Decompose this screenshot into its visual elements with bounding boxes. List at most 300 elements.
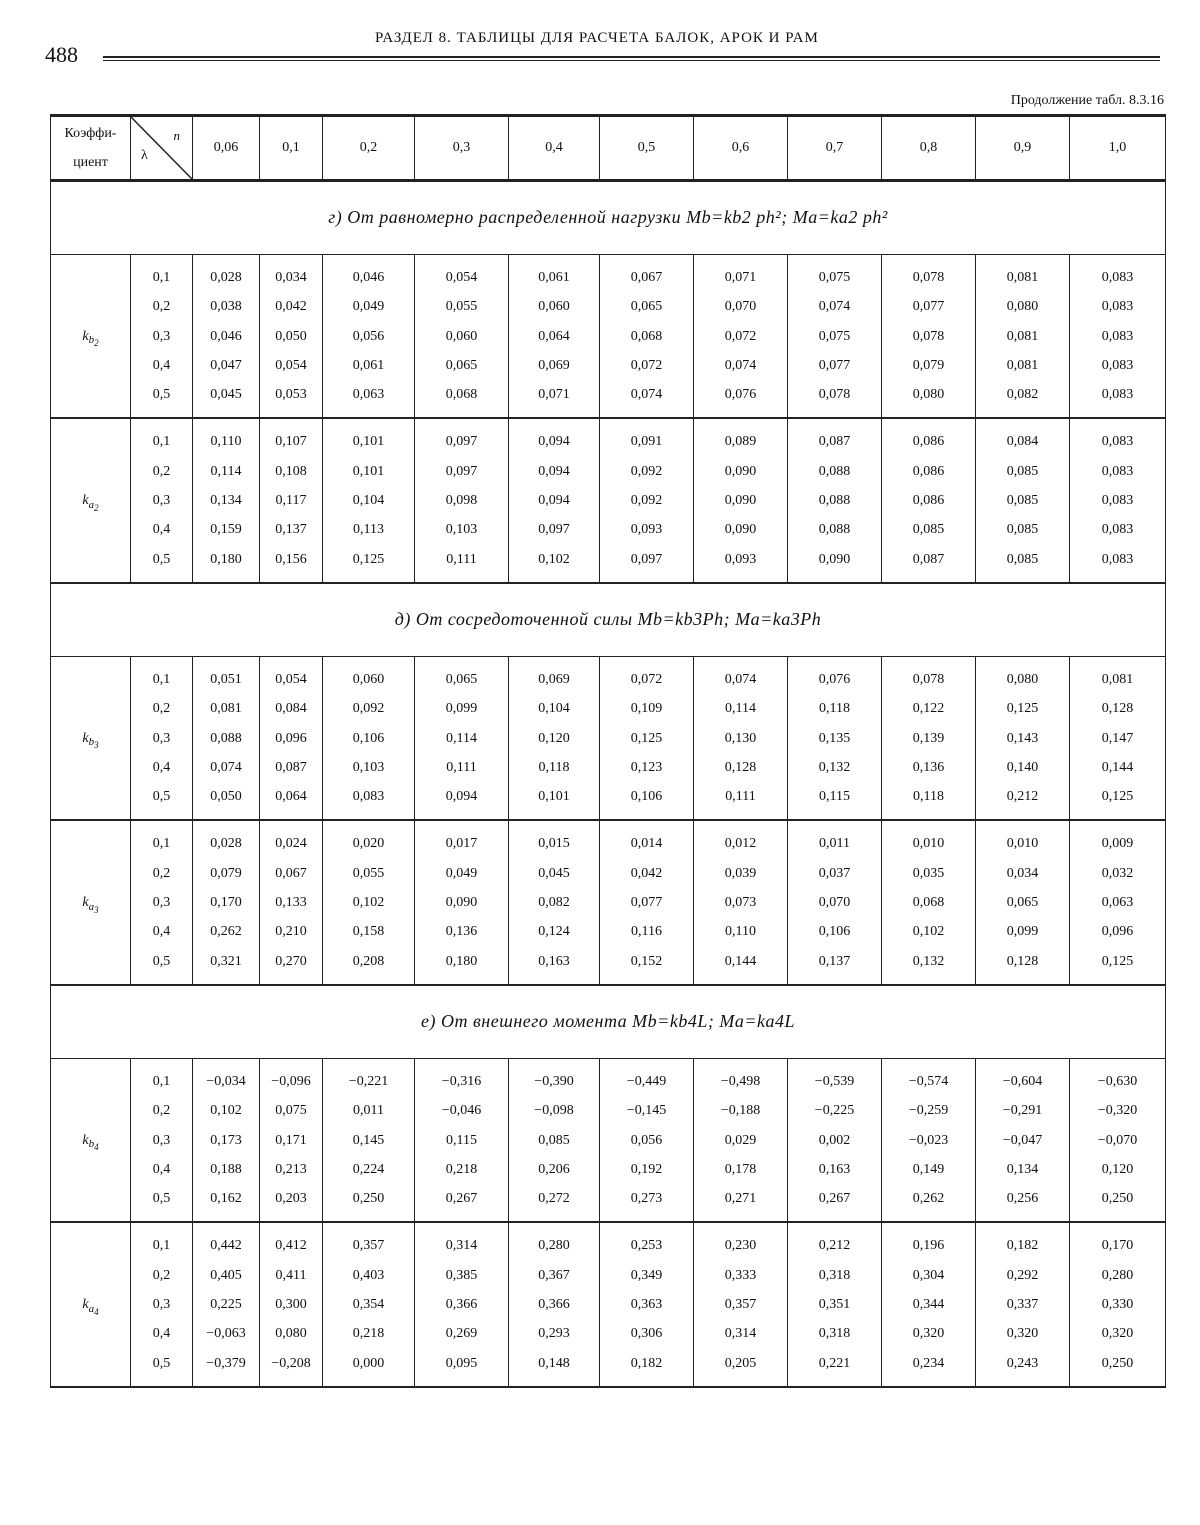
table-row (51, 1126, 1166, 1155)
value-cell: 0,081 (976, 351, 1070, 380)
page-header (45, 28, 1160, 68)
value-cell: 0,010 (882, 820, 976, 858)
value-cell: 0,068 (415, 380, 509, 418)
table-body (51, 181, 1166, 1387)
value-cell: 0,337 (976, 1290, 1070, 1319)
value-cell: 0,079 (882, 351, 976, 380)
value-cell: −0,291 (976, 1096, 1070, 1125)
value-cell: −0,063 (193, 1319, 260, 1348)
table-row (51, 694, 1166, 723)
value-cell: −0,604 (976, 1058, 1070, 1096)
value-cell: −0,145 (600, 1096, 694, 1125)
table-row (51, 515, 1166, 544)
value-cell: 0,068 (882, 888, 976, 917)
coefficient-subscript-letter: b (88, 1138, 95, 1151)
coefficient-letter: k (82, 1297, 89, 1313)
value-cell: 0,072 (600, 351, 694, 380)
value-cell: 0,090 (694, 486, 788, 515)
lambda-cell: 0,2 (131, 1261, 193, 1290)
value-cell: 0,042 (260, 292, 323, 321)
value-cell: 0,357 (694, 1290, 788, 1319)
value-cell: 0,125 (1070, 947, 1166, 985)
value-cell: 0,060 (323, 656, 415, 694)
lambda-cell: 0,5 (131, 947, 193, 985)
value-cell: 0,144 (1070, 753, 1166, 782)
value-cell: 0,079 (193, 859, 260, 888)
table-row (51, 351, 1166, 380)
table-row (51, 292, 1166, 321)
lambda-cell: 0,2 (131, 1096, 193, 1125)
value-cell: 0,273 (600, 1184, 694, 1222)
value-cell: 0,097 (509, 515, 600, 544)
value-cell: 0,173 (193, 1126, 260, 1155)
value-cell: 0,132 (882, 947, 976, 985)
value-cell: 0,162 (193, 1184, 260, 1222)
value-cell: 0,333 (694, 1261, 788, 1290)
value-cell: 0,321 (193, 947, 260, 985)
value-cell: 0,349 (600, 1261, 694, 1290)
value-cell: 0,089 (694, 418, 788, 456)
value-cell: 0,113 (323, 515, 415, 544)
running-title: РАЗДЕЛ 8. ТАБЛИЦЫ ДЛЯ РАСЧЕТА БАЛОК, АРОК И РАМ (375, 30, 819, 46)
lambda-cell: 0,5 (131, 545, 193, 583)
lambda-cell: 0,3 (131, 888, 193, 917)
value-cell: 0,314 (694, 1319, 788, 1348)
value-cell: 0,109 (600, 694, 694, 723)
value-cell: 0,230 (694, 1222, 788, 1260)
value-cell: 0,080 (260, 1319, 323, 1348)
value-cell: 0,128 (1070, 694, 1166, 723)
value-cell: 0,330 (1070, 1290, 1166, 1319)
value-cell: 0,032 (1070, 859, 1166, 888)
coefficient-letter: k (82, 493, 89, 509)
value-cell: 0,225 (193, 1290, 260, 1319)
value-cell: 0,083 (1070, 351, 1166, 380)
value-cell: 0,085 (976, 515, 1070, 544)
coefficient-letter: k (82, 1132, 89, 1148)
lambda-cell: 0,1 (131, 1222, 193, 1260)
value-cell: 0,000 (323, 1349, 415, 1387)
coefficient-subscript-index: 2 (94, 338, 99, 349)
value-cell: 0,071 (694, 255, 788, 293)
value-cell: 0,132 (788, 753, 882, 782)
value-cell: 0,082 (976, 380, 1070, 418)
value-cell: 0,054 (260, 351, 323, 380)
n-column-header: 0,1 (260, 116, 323, 181)
value-cell: 0,314 (415, 1222, 509, 1260)
table-row (51, 418, 1166, 456)
value-cell: 0,083 (323, 782, 415, 820)
value-cell: 0,159 (193, 515, 260, 544)
value-cell: 0,081 (976, 322, 1070, 351)
value-cell: 0,124 (509, 917, 600, 946)
value-cell: 0,098 (415, 486, 509, 515)
value-cell: 0,171 (260, 1126, 323, 1155)
value-cell: 0,218 (323, 1319, 415, 1348)
value-cell: 0,046 (323, 255, 415, 293)
value-cell: 0,306 (600, 1319, 694, 1348)
value-cell: 0,363 (600, 1290, 694, 1319)
value-cell: 0,068 (600, 322, 694, 351)
value-cell: 0,125 (323, 545, 415, 583)
value-cell: 0,088 (788, 515, 882, 544)
table-row (51, 724, 1166, 753)
value-cell: 0,262 (882, 1184, 976, 1222)
value-cell: 0,145 (323, 1126, 415, 1155)
value-cell: 0,046 (193, 322, 260, 351)
value-cell: 0,115 (788, 782, 882, 820)
value-cell: 0,114 (694, 694, 788, 723)
value-cell: 0,137 (260, 515, 323, 544)
value-cell: 0,056 (323, 322, 415, 351)
value-cell: 0,055 (323, 859, 415, 888)
value-cell: 0,081 (193, 694, 260, 723)
header-rule (103, 56, 1160, 61)
value-cell: 0,092 (323, 694, 415, 723)
value-cell: 0,053 (260, 380, 323, 418)
value-cell: 0,212 (788, 1222, 882, 1260)
value-cell: −0,449 (600, 1058, 694, 1096)
table-row (51, 380, 1166, 418)
value-cell: 0,262 (193, 917, 260, 946)
table-row (51, 1155, 1166, 1184)
value-cell: 0,083 (1070, 486, 1166, 515)
lambda-cell: 0,4 (131, 351, 193, 380)
table-row (51, 545, 1166, 583)
table-row (51, 888, 1166, 917)
value-cell: 0,178 (694, 1155, 788, 1184)
value-cell: 0,086 (882, 418, 976, 456)
value-cell: 0,080 (976, 292, 1070, 321)
value-cell: 0,320 (1070, 1319, 1166, 1348)
value-cell: 0,090 (788, 545, 882, 583)
lambda-cell: 0,3 (131, 1290, 193, 1319)
value-cell: 0,318 (788, 1319, 882, 1348)
value-cell: 0,403 (323, 1261, 415, 1290)
value-cell: −0,046 (415, 1096, 509, 1125)
value-cell: 0,063 (1070, 888, 1166, 917)
value-cell: 0,270 (260, 947, 323, 985)
value-cell: 0,104 (509, 694, 600, 723)
table-row (51, 1222, 1166, 1260)
value-cell: 0,218 (415, 1155, 509, 1184)
value-cell: 0,118 (882, 782, 976, 820)
value-cell: −0,047 (976, 1126, 1070, 1155)
section-title-row (51, 985, 1166, 1059)
value-cell: 0,320 (882, 1319, 976, 1348)
value-cell: 0,182 (976, 1222, 1070, 1260)
coefficient-symbol (51, 418, 131, 582)
lambda-n-header (131, 116, 193, 181)
value-cell: 0,065 (415, 656, 509, 694)
value-cell: 0,203 (260, 1184, 323, 1222)
coefficient-subscript-index: 3 (94, 905, 99, 916)
value-cell: 0,097 (600, 545, 694, 583)
value-cell: 0,280 (1070, 1261, 1166, 1290)
value-cell: 0,069 (509, 351, 600, 380)
lambda-cell: 0,2 (131, 694, 193, 723)
coefficient-symbol (51, 255, 131, 419)
value-cell: 0,065 (600, 292, 694, 321)
value-cell: 0,344 (882, 1290, 976, 1319)
value-cell: 0,134 (193, 486, 260, 515)
lambda-cell: 0,5 (131, 1349, 193, 1387)
n-column-header: 0,7 (788, 116, 882, 181)
value-cell: 0,122 (882, 694, 976, 723)
table-row (51, 1261, 1166, 1290)
table-row (51, 322, 1166, 351)
lambda-cell: 0,4 (131, 753, 193, 782)
value-cell: 0,088 (788, 457, 882, 486)
lambda-cell: 0,5 (131, 380, 193, 418)
value-cell: 0,071 (509, 380, 600, 418)
value-cell: 0,182 (600, 1349, 694, 1387)
value-cell: 0,064 (509, 322, 600, 351)
n-label: n (173, 128, 180, 143)
value-cell: 0,081 (1070, 656, 1166, 694)
value-cell: −0,188 (694, 1096, 788, 1125)
value-cell: 0,136 (882, 753, 976, 782)
lambda-cell: 0,5 (131, 782, 193, 820)
value-cell: 0,094 (415, 782, 509, 820)
value-cell: 0,102 (323, 888, 415, 917)
value-cell: 0,083 (1070, 292, 1166, 321)
value-cell: −0,259 (882, 1096, 976, 1125)
value-cell: 0,012 (694, 820, 788, 858)
value-cell: 0,385 (415, 1261, 509, 1290)
value-cell: 0,208 (323, 947, 415, 985)
value-cell: −0,098 (509, 1096, 600, 1125)
value-cell: 0,075 (788, 255, 882, 293)
value-cell: 0,130 (694, 724, 788, 753)
section-title-row (51, 583, 1166, 657)
value-cell: 0,412 (260, 1222, 323, 1260)
value-cell: 0,084 (260, 694, 323, 723)
value-cell: 0,213 (260, 1155, 323, 1184)
n-column-header: 0,3 (415, 116, 509, 181)
value-cell: 0,064 (260, 782, 323, 820)
value-cell: 0,047 (193, 351, 260, 380)
lambda-label: λ (141, 148, 148, 163)
lambda-cell: 0,1 (131, 418, 193, 456)
value-cell: 0,088 (193, 724, 260, 753)
table-row (51, 782, 1166, 820)
table-row (51, 1290, 1166, 1319)
value-cell: 0,078 (882, 255, 976, 293)
coefficient-subscript (88, 736, 99, 751)
value-cell: 0,076 (694, 380, 788, 418)
value-cell: 0,094 (509, 486, 600, 515)
value-cell: 0,024 (260, 820, 323, 858)
value-cell: −0,574 (882, 1058, 976, 1096)
value-cell: −0,208 (260, 1349, 323, 1387)
value-cell: 0,090 (415, 888, 509, 917)
coefficient-subscript-index: 4 (94, 1142, 99, 1153)
lambda-cell: 0,1 (131, 656, 193, 694)
value-cell: 0,108 (260, 457, 323, 486)
value-cell: 0,180 (193, 545, 260, 583)
value-cell: −0,630 (1070, 1058, 1166, 1096)
value-cell: 0,292 (976, 1261, 1070, 1290)
value-cell: 0,271 (694, 1184, 788, 1222)
value-cell: 0,085 (976, 545, 1070, 583)
value-cell: 0,073 (694, 888, 788, 917)
value-cell: 0,083 (1070, 322, 1166, 351)
value-cell: 0,114 (193, 457, 260, 486)
table-row (51, 947, 1166, 985)
value-cell: 0,123 (600, 753, 694, 782)
coefficient-symbol (51, 656, 131, 820)
value-cell: 0,055 (415, 292, 509, 321)
coefficient-subscript-letter: a (88, 900, 95, 913)
value-cell: −0,316 (415, 1058, 509, 1096)
value-cell: 0,087 (882, 545, 976, 583)
coefficient-letter: k (82, 730, 89, 746)
value-cell: 0,085 (976, 457, 1070, 486)
value-cell: 0,366 (509, 1290, 600, 1319)
page-number: 488 (45, 42, 78, 67)
value-cell: 0,038 (193, 292, 260, 321)
value-cell: 0,074 (694, 351, 788, 380)
value-cell: 0,085 (976, 486, 1070, 515)
value-cell: 0,118 (788, 694, 882, 723)
value-cell: −0,023 (882, 1126, 976, 1155)
coefficient-subscript (89, 1303, 99, 1315)
value-cell: 0,081 (976, 255, 1070, 293)
value-cell: 0,083 (1070, 418, 1166, 456)
value-cell: 0,045 (509, 859, 600, 888)
value-cell: 0,114 (415, 724, 509, 753)
value-cell: 0,102 (882, 917, 976, 946)
value-cell: 0,125 (1070, 782, 1166, 820)
coefficient-subscript-letter: b (88, 736, 95, 749)
lambda-cell: 0,1 (131, 1058, 193, 1096)
value-cell: 0,269 (415, 1319, 509, 1348)
lambda-cell: 0,3 (131, 724, 193, 753)
value-cell: 0,320 (976, 1319, 1070, 1348)
value-cell: 0,101 (323, 418, 415, 456)
value-cell: 0,077 (788, 351, 882, 380)
value-cell: 0,083 (1070, 255, 1166, 293)
value-cell: 0,076 (788, 656, 882, 694)
value-cell: 0,067 (260, 859, 323, 888)
n-column-header: 0,6 (694, 116, 788, 181)
value-cell: 0,088 (788, 486, 882, 515)
section-title: г) От равномерно распределенной нагрузки Mb=kb2 ph²; Ma=ka2 ph² (51, 181, 1166, 255)
value-cell: 0,212 (976, 782, 1070, 820)
value-cell: 0,133 (260, 888, 323, 917)
value-cell: 0,250 (1070, 1349, 1166, 1387)
n-column-header: 0,9 (976, 116, 1070, 181)
value-cell: 0,188 (193, 1155, 260, 1184)
value-cell: 0,256 (976, 1184, 1070, 1222)
value-cell: 0,140 (976, 753, 1070, 782)
value-cell: 0,351 (788, 1290, 882, 1319)
coefficient-subscript-letter: b (88, 334, 95, 347)
value-cell: 0,106 (788, 917, 882, 946)
value-cell: 0,029 (694, 1126, 788, 1155)
value-cell: 0,148 (509, 1349, 600, 1387)
section-title: д) От сосредоточенной силы Mb=kb3Ph; Ma=ka3Ph (51, 583, 1166, 657)
value-cell: 0,070 (788, 888, 882, 917)
value-cell: 0,221 (788, 1349, 882, 1387)
value-cell: 0,293 (509, 1319, 600, 1348)
value-cell: 0,102 (193, 1096, 260, 1125)
value-cell: 0,011 (323, 1096, 415, 1125)
value-cell: 0,092 (600, 486, 694, 515)
value-cell: 0,224 (323, 1155, 415, 1184)
value-cell: 0,143 (976, 724, 1070, 753)
value-cell: 0,049 (415, 859, 509, 888)
value-cell: 0,084 (976, 418, 1070, 456)
value-cell: 0,101 (323, 457, 415, 486)
value-cell: 0,028 (193, 820, 260, 858)
n-column-header: 0,5 (600, 116, 694, 181)
value-cell: 0,017 (415, 820, 509, 858)
value-cell: 0,304 (882, 1261, 976, 1290)
value-cell: −0,034 (193, 1058, 260, 1096)
n-column-header: 0,4 (509, 116, 600, 181)
lambda-cell: 0,2 (131, 292, 193, 321)
lambda-cell: 0,4 (131, 917, 193, 946)
coefficient-subscript (88, 1138, 99, 1153)
value-cell: 0,078 (788, 380, 882, 418)
value-cell: 0,366 (415, 1290, 509, 1319)
value-cell: 0,015 (509, 820, 600, 858)
table-row (51, 255, 1166, 293)
value-cell: 0,002 (788, 1126, 882, 1155)
value-cell: 0,243 (976, 1349, 1070, 1387)
table-header-row (51, 116, 1166, 181)
coefficient-subscript (88, 900, 99, 916)
value-cell: 0,234 (882, 1349, 976, 1387)
value-cell: 0,077 (882, 292, 976, 321)
value-cell: 0,051 (193, 656, 260, 694)
value-cell: 0,065 (976, 888, 1070, 917)
value-cell: 0,106 (600, 782, 694, 820)
value-cell: 0,091 (600, 418, 694, 456)
section-title: е) От внешнего момента Mb=kb4L; Ma=ka4L (51, 985, 1166, 1059)
value-cell: 0,054 (415, 255, 509, 293)
value-cell: 0,115 (415, 1126, 509, 1155)
value-cell: 0,082 (509, 888, 600, 917)
value-cell: 0,405 (193, 1261, 260, 1290)
table-row (51, 820, 1166, 858)
value-cell: 0,069 (509, 656, 600, 694)
value-cell: 0,080 (976, 656, 1070, 694)
value-cell: 0,060 (509, 292, 600, 321)
value-cell: 0,170 (1070, 1222, 1166, 1260)
value-cell: 0,042 (600, 859, 694, 888)
value-cell: 0,125 (600, 724, 694, 753)
value-cell: 0,192 (600, 1155, 694, 1184)
value-cell: 0,028 (193, 255, 260, 293)
coefficient-subscript (88, 498, 99, 514)
value-cell: 0,139 (882, 724, 976, 753)
n-column-header: 1,0 (1070, 116, 1166, 181)
value-cell: 0,267 (788, 1184, 882, 1222)
value-cell: 0,011 (788, 820, 882, 858)
value-cell: 0,096 (1070, 917, 1166, 946)
value-cell: 0,101 (509, 782, 600, 820)
table-row (51, 1319, 1166, 1348)
table-row (51, 1096, 1166, 1125)
value-cell: 0,065 (415, 351, 509, 380)
coefficient-subscript-index: 4 (94, 1307, 99, 1317)
value-cell: 0,067 (600, 255, 694, 293)
value-cell: 0,099 (976, 917, 1070, 946)
table-continuation-label: Продолжение табл. 8.3.16 (1010, 93, 1164, 108)
